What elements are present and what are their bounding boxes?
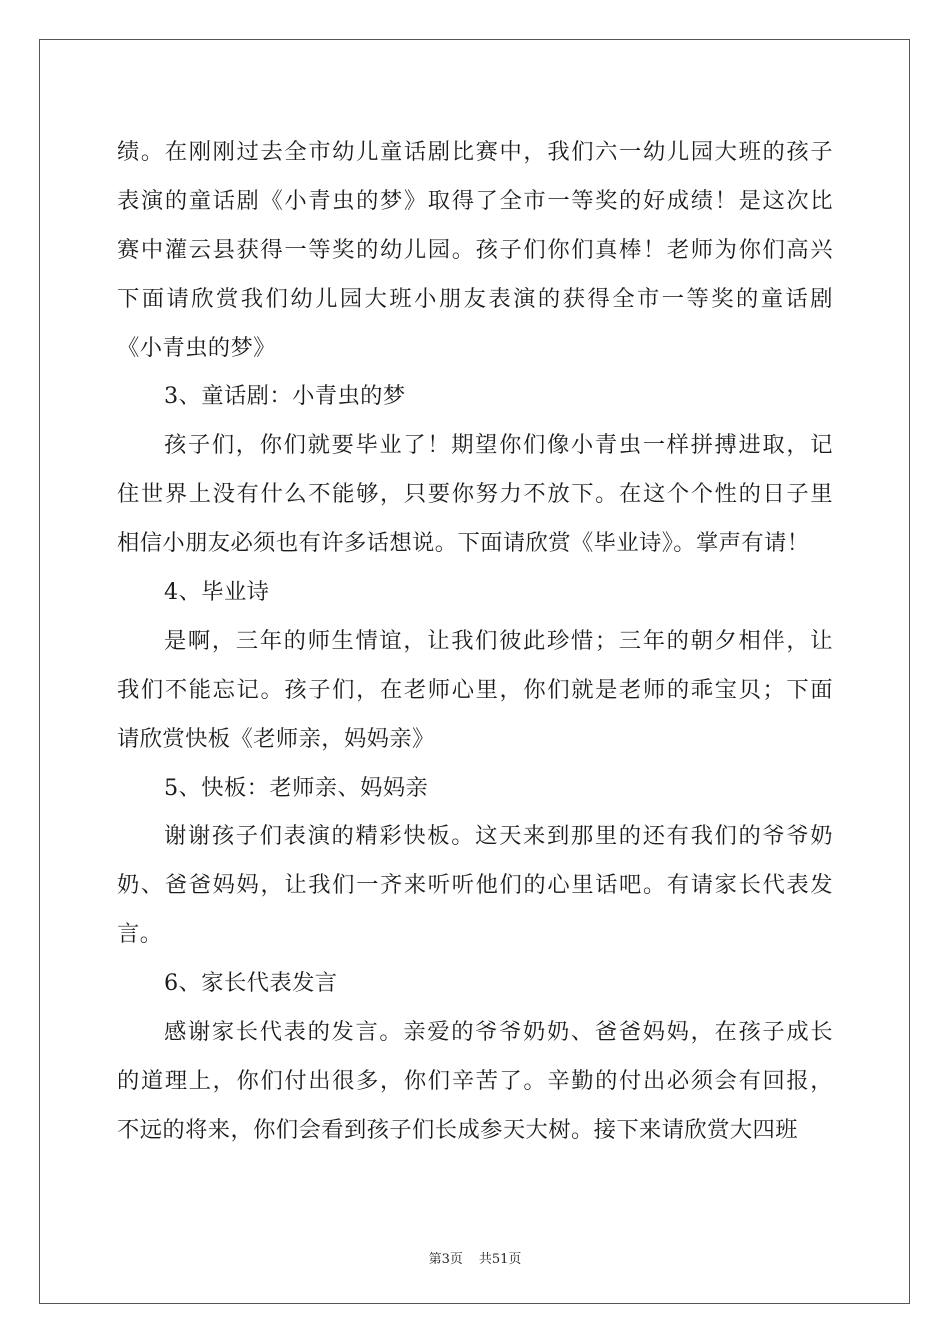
text-line: 请欣赏快板《老师亲，妈妈亲》 [117, 725, 435, 752]
text-line: 下面请欣赏我们幼儿园大班小朋友表演的获得全市一等奖的童话剧 [117, 285, 833, 312]
text-line: 4、毕业诗 [164, 579, 270, 606]
text-line: 相信小朋友必须也有许多话想说。下面请欣赏《毕业诗》。掌声有请！ [117, 530, 810, 557]
page-footer [0, 1248, 950, 1267]
text-line: 奶、爸爸妈妈，让我们一齐来听听他们的心里话吧。有请家长代表发 [117, 872, 833, 899]
text-line: 谢谢孩子们表演的精彩快板。这天来到那里的还有我们的爷爷奶 [164, 823, 833, 850]
text-line: 住世界上没有什么不能够，只要你努力不放下。在这个个性的日子里 [117, 481, 833, 508]
paragraph [117, 617, 833, 764]
text-line: 孩子们，你们就要毕业了！期望你们像小青虫一样拼搏进取，记 [164, 432, 833, 459]
paragraph [117, 568, 833, 617]
paragraph [117, 372, 833, 421]
text-line: 绩。在刚刚过去全市幼儿童话剧比赛中，我们六一幼儿园大班的孩子 [117, 139, 833, 165]
document-body [117, 128, 833, 1155]
text-line: 言。 [117, 921, 163, 948]
text-line: 感谢家长代表的发言。亲爱的爷爷奶奶、爸爸妈妈，在孩子成长 [164, 1019, 833, 1046]
text-line: 的道理上，你们付出很多，你们辛苦了。辛勤的付出必须会有回报， [117, 1067, 833, 1094]
page-total: 共51页 [478, 1252, 522, 1267]
text-line: 6、家长代表发言 [164, 970, 338, 997]
text-line: 《小青虫的梦》 [117, 334, 276, 361]
paragraph [117, 812, 833, 959]
text-line: 赛中灌云县获得一等奖的幼儿园。孩子们你们真棒！老师为你们高兴 [117, 236, 833, 263]
paragraph [117, 128, 833, 372]
text-line: 是啊，三年的师生情谊，让我们彼此珍惜；三年的朝夕相伴，让 [164, 627, 833, 654]
text-line: 我们不能忘记。孩子们，在老师心里，你们就是老师的乖宝贝；下面 [117, 676, 833, 703]
paragraph [117, 764, 833, 813]
paragraph [117, 959, 833, 1008]
text-line: 表演的童话剧《小青虫的梦》取得了全市一等奖的好成绩！是这次比 [117, 187, 833, 214]
text-line: 不远的将来，你们会看到孩子们长成参天大树。接下来请欣赏大四班 [117, 1116, 798, 1143]
paragraph [117, 421, 833, 568]
text-line: 3、童话剧：小青虫的梦 [164, 383, 406, 410]
page-number: 第3页 [428, 1252, 463, 1267]
text-line: 5、快板：老师亲、妈妈亲 [164, 774, 429, 801]
paragraph [117, 1008, 833, 1155]
